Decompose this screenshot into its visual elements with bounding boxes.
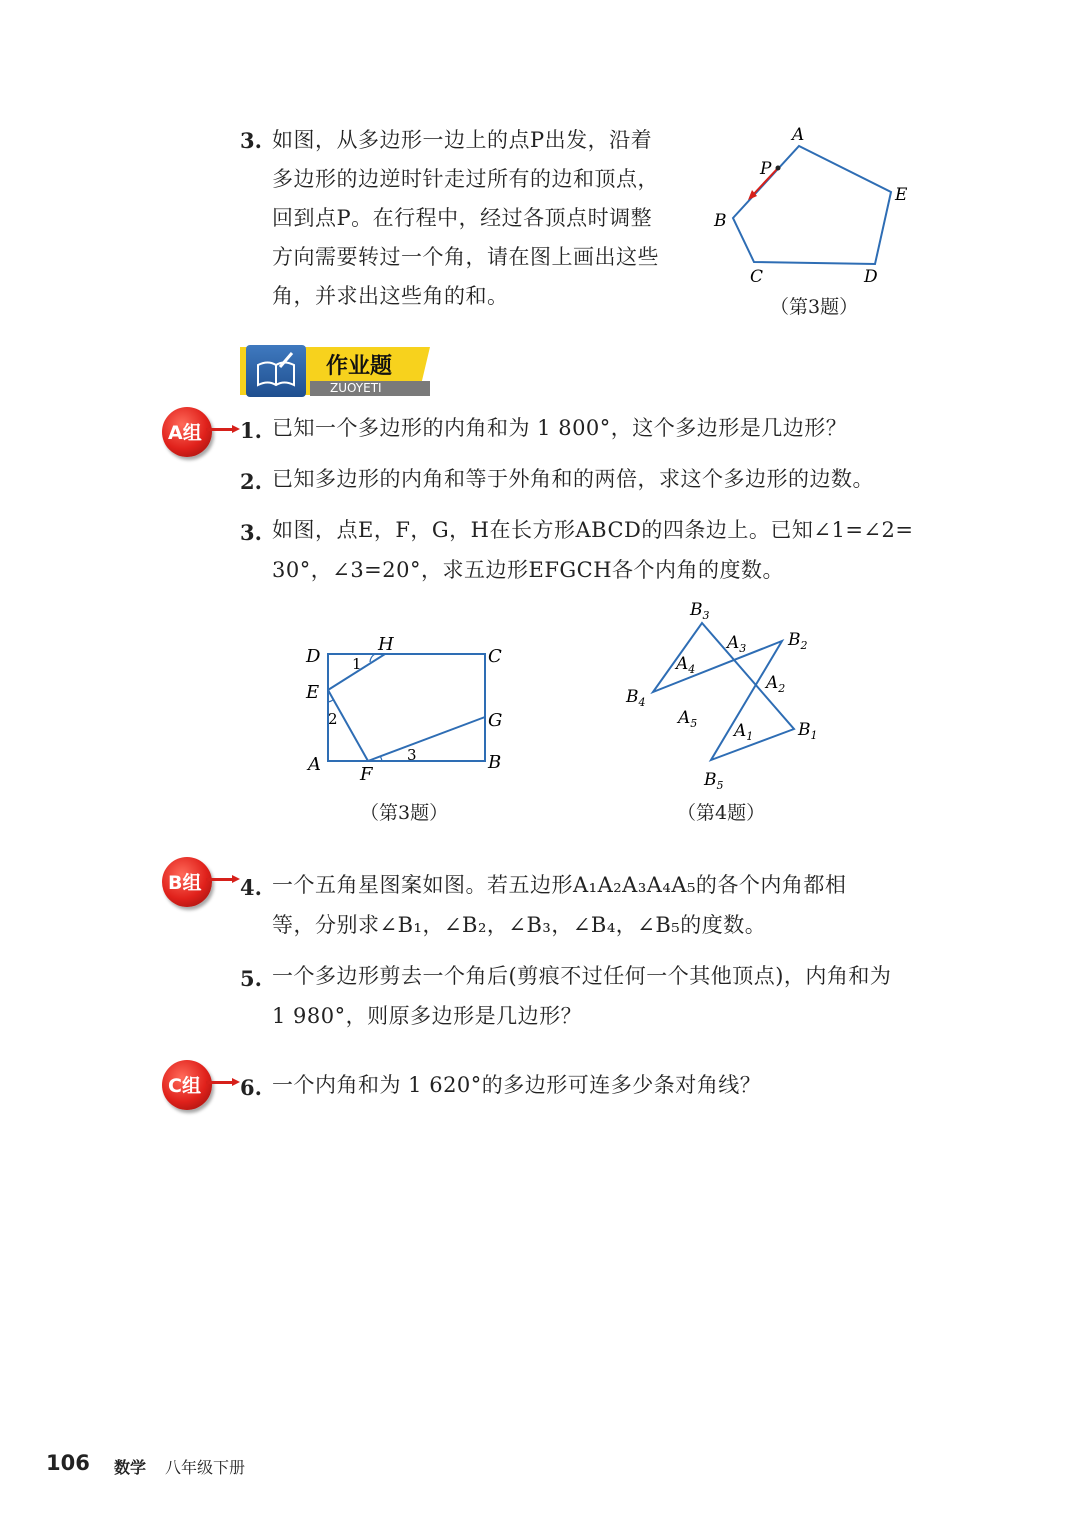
problem-text-line: 一个多边形剪去一个角后(剪痕不过任何一个其他顶点)，内角和为 bbox=[272, 964, 892, 988]
vertex-label: E bbox=[895, 185, 908, 205]
vertex-label: C bbox=[750, 267, 764, 287]
problem-number: 5. bbox=[240, 966, 262, 991]
problem-number: 6. bbox=[240, 1075, 262, 1100]
problem-text-line: 1 980°，则原多边形是几边形？ bbox=[272, 1004, 583, 1028]
problem-text-line: 30°，∠3=20°，求五边形EFGCH各个内角的度数。 bbox=[272, 558, 785, 582]
pentagon-figure bbox=[700, 120, 930, 295]
banner-title: 作业题 bbox=[326, 354, 393, 379]
figure-caption: （第4题） bbox=[677, 802, 766, 824]
problem-text-line: 回到点P。在行程中，经过各顶点时调整 bbox=[272, 206, 653, 230]
vertex-label: $B_3$ bbox=[690, 600, 710, 622]
problem-text-line: 角，并求出这些角的和。 bbox=[272, 284, 509, 308]
group-a-badge bbox=[162, 407, 236, 453]
vertex-label: H bbox=[378, 634, 394, 655]
vertex-label: F bbox=[360, 764, 373, 785]
vertex-label: C bbox=[488, 646, 502, 667]
angle-label: 2 bbox=[328, 710, 338, 728]
problem-text-line: 一个五角星图案如图。若五边形A₁A₂A₃A₄A₅的各个内角都相 bbox=[272, 873, 847, 897]
footer-subject: 数学 bbox=[114, 1458, 147, 1477]
problem-text-line: 一个内角和为 1 620°的多边形可连多少条对角线？ bbox=[272, 1073, 762, 1097]
problem-text-line: 多边形的边逆时针走过所有的边和顶点， bbox=[272, 167, 659, 191]
banner-icon-box bbox=[246, 345, 306, 397]
group-label: C组 bbox=[168, 1075, 201, 1097]
vertex-label: $A_1$ bbox=[734, 721, 754, 743]
angle-label: 3 bbox=[407, 746, 417, 764]
group-b-badge bbox=[162, 857, 236, 903]
problem-text-line: 如图，从多边形一边上的点P出发，沿着 bbox=[272, 128, 653, 152]
vertex-label: $B_5$ bbox=[704, 770, 724, 792]
vertex-label: B bbox=[714, 211, 727, 231]
problem-text-line: 等，分别求∠B₁，∠B₂，∠B₃，∠B₄，∠B₅的度数。 bbox=[272, 913, 767, 937]
problem-number: 2. bbox=[240, 469, 262, 494]
vertex-label: A bbox=[792, 125, 805, 145]
problem-text-line: 已知一个多边形的内角和为 1 800°，这个多边形是几边形？ bbox=[272, 416, 848, 440]
problem-text-line: 方向需要转过一个角，请在图上画出这些 bbox=[272, 245, 659, 269]
vertex-label: D bbox=[864, 267, 878, 287]
footer-grade: 八年级下册 bbox=[165, 1458, 246, 1477]
problem-number: 1. bbox=[240, 418, 262, 443]
vertex-label: $A_5$ bbox=[678, 708, 698, 730]
vertex-label: $A_4$ bbox=[676, 654, 696, 676]
book-pen-icon bbox=[246, 345, 306, 397]
problem-text-line: 如图，点E，F，G，H在长方形ABCD的四条边上。已知∠1=∠2= bbox=[272, 518, 914, 542]
vertex-label: D bbox=[306, 646, 321, 667]
vertex-label: G bbox=[488, 710, 503, 731]
vertex-label: $B_2$ bbox=[788, 630, 808, 652]
vertex-label: $A_2$ bbox=[766, 673, 786, 695]
homework-banner bbox=[240, 345, 430, 397]
problem-text-line: 已知多边形的内角和等于外角和的两倍，求这个多边形的边数。 bbox=[272, 467, 874, 491]
vertex-label: A bbox=[308, 754, 321, 775]
vertex-label: B bbox=[488, 752, 502, 773]
vertex-label: $B_1$ bbox=[798, 720, 818, 742]
banner-subtitle: ZUOYETI bbox=[330, 381, 382, 395]
angle-label: 1 bbox=[352, 655, 362, 673]
group-label: A组 bbox=[168, 422, 202, 444]
star-figure bbox=[620, 595, 830, 800]
vertex-label: $A_3$ bbox=[727, 633, 747, 655]
vertex-label: E bbox=[306, 682, 320, 703]
figure-caption: （第3题） bbox=[360, 802, 449, 824]
problem-number: 3. bbox=[240, 520, 262, 545]
problem-number: 3. bbox=[240, 128, 262, 153]
vertex-label: $B_4$ bbox=[626, 687, 646, 709]
rectangle-figure bbox=[300, 630, 520, 790]
group-c-badge bbox=[162, 1060, 236, 1106]
problem-number: 4. bbox=[240, 875, 262, 900]
group-label: B组 bbox=[168, 872, 202, 894]
vertex-label: P bbox=[760, 159, 772, 179]
page-number: 106 bbox=[46, 1451, 90, 1475]
figure-caption: （第3题） bbox=[770, 296, 859, 318]
